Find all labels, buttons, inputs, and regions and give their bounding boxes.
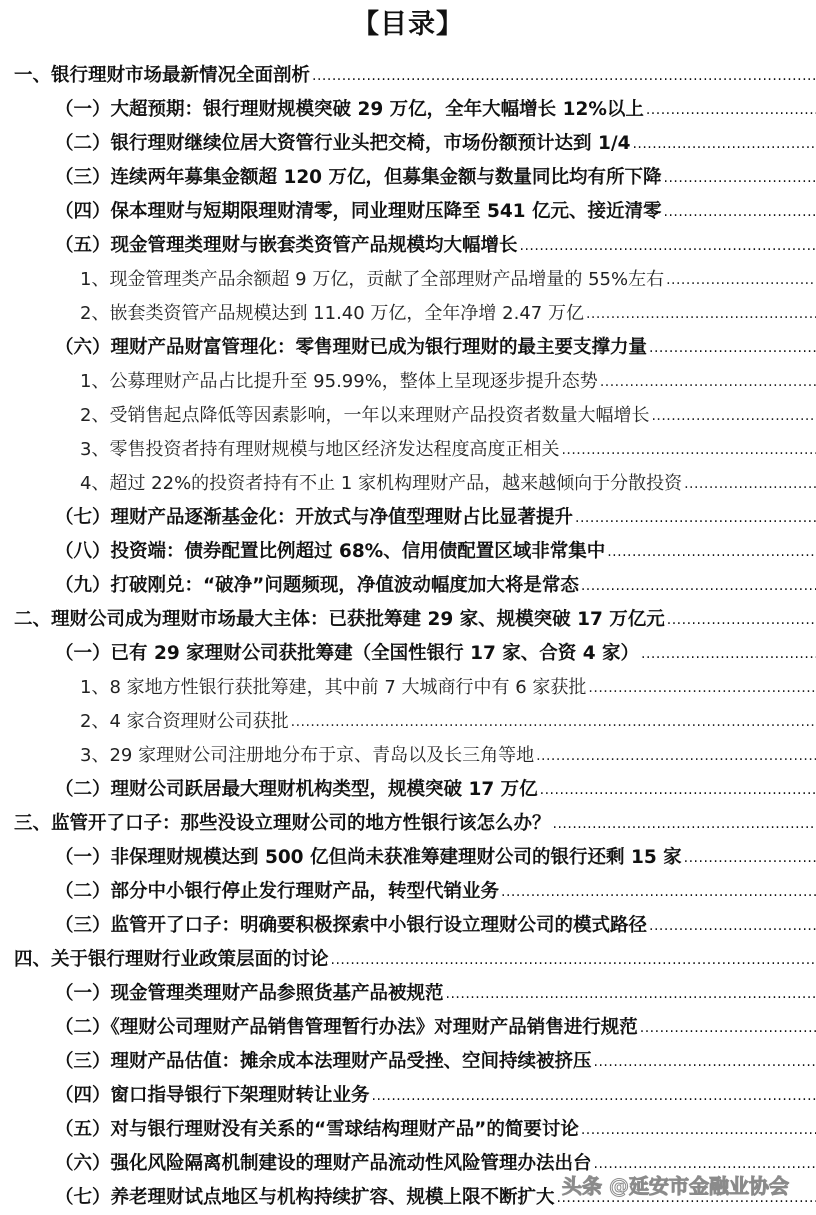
dot-leader — [551, 807, 816, 841]
toc-subsection[interactable] — [0, 229, 816, 263]
dot-leader — [559, 433, 816, 467]
toc-entry-text: （一）非保理财规模达到 500 亿但尚未获准筹建理财公司的银行还剩 15 家 — [55, 847, 682, 868]
toc-subsection[interactable] — [0, 841, 816, 875]
toc-entry-text: （一）现金管理类理财产品参照货基产品被规范 — [55, 983, 444, 1004]
dot-leader — [598, 365, 816, 399]
toc-entry-text: 1、8 家地方性银行获批筹建，其中前 7 大城商行中有 6 家获批 — [80, 677, 587, 698]
toc-subsection[interactable] — [0, 773, 816, 807]
toc-entry-text: （七）养老理财试点地区与机构持续扩容、规模上限不断扩大 — [55, 1187, 555, 1208]
toc-entry-text: 4、超过 22%的投资者持有不止 1 家机构理财产品，越来越倾向于分散投资 — [80, 473, 683, 494]
dot-leader — [579, 1113, 816, 1147]
toc-entry-text: 2、受销售起点降低等因素影响，一年以来理财产品投资者数量大幅增长 — [80, 405, 650, 426]
toc-entry-text: （一）大超预期：银行理财规模突破 29 万亿，全年大幅增长 12%以上 — [55, 99, 644, 120]
toc-entry-text: （五）现金管理类理财与嵌套类资管产品规模均大幅增长 — [55, 235, 518, 256]
toc-item[interactable] — [0, 467, 816, 501]
toc-entry-text: 2、4 家合资理财公司获批 — [80, 711, 289, 732]
toc-subsection[interactable] — [0, 535, 816, 569]
toc-entry-text: （八）投资端：债券配置比例超过 68%、信用债配置区域非常集中 — [55, 541, 606, 562]
toc-subsection[interactable] — [0, 127, 816, 161]
toc-entry-text: 一、银行理财市场最新情况全面剖析 — [14, 65, 311, 86]
toc-entry-text: 3、零售投资者持有理财规模与地区经济发达程度高度正相关 — [80, 439, 560, 460]
dot-leader — [647, 909, 816, 943]
toc-subsection[interactable] — [0, 501, 816, 535]
toc-entry-text: （三）理财产品估值：摊余成本法理财产品受挫、空间持续被挤压 — [55, 1051, 592, 1072]
toc-subsection[interactable] — [0, 977, 816, 1011]
toc-entry-text: （三）监管开了口子：明确要积极探索中小银行设立理财公司的模式路径 — [55, 915, 648, 936]
dot-leader — [682, 841, 816, 875]
watermark: 头条 @延安市金融业协会 — [562, 1174, 789, 1198]
dot-leader — [649, 399, 816, 433]
toc-item[interactable] — [0, 263, 816, 297]
toc-title: 【目录】 — [352, 9, 464, 40]
toc-subsection[interactable] — [0, 331, 816, 365]
toc-entry-text: 1、公募理财产品占比提升至 95.99%，整体上呈现逐步提升态势 — [80, 371, 598, 392]
dot-leader — [639, 637, 816, 671]
toc-subsection[interactable] — [0, 637, 816, 671]
toc-entry-text: （五）对与银行理财没有关系的“雪球结构理财产品”的简要讨论 — [55, 1119, 579, 1140]
toc-entry-text: 三、监管开了口子：那些没设立理财公司的地方性银行该怎么办？ — [14, 813, 551, 834]
toc-subsection[interactable] — [0, 1045, 816, 1079]
dot-leader — [592, 1045, 816, 1079]
toc-subsection[interactable] — [0, 93, 816, 127]
toc-entry-text: （九）打破刚兑：“破净”问题频现，净值波动幅度加大将是常态 — [55, 575, 579, 596]
dot-leader — [499, 875, 816, 909]
dot-leader — [605, 535, 816, 569]
toc-subsection[interactable] — [0, 1113, 816, 1147]
dot-leader — [329, 943, 816, 977]
dot-leader — [573, 501, 816, 535]
toc-entry-text: （二）部分中小银行停止发行理财产品，转型代销业务 — [55, 881, 500, 902]
toc-entry-text: （四）保本理财与短期限理财清零，同业理财压降至 541 亿元、接近清零 — [55, 201, 662, 222]
toc-entry-text: 四、关于银行理财行业政策层面的讨论 — [14, 949, 329, 970]
toc-subsection[interactable] — [0, 569, 816, 603]
dot-leader — [644, 93, 816, 127]
toc-item[interactable] — [0, 705, 816, 739]
toc-entry-text: （六）理财产品财富管理化：零售理财已成为银行理财的最主要支撑力量 — [55, 337, 648, 358]
dot-leader — [638, 1011, 816, 1045]
toc-entry-text: 2、嵌套类资管产品规模达到 11.40 万亿，全年净增 2.47 万亿 — [80, 303, 584, 324]
toc-entry-text: （二）银行理财继续位居大资管行业头把交椅，市场份额预计达到 1/4 — [55, 133, 631, 154]
toc-item[interactable] — [0, 365, 816, 399]
toc-entry-text: （一）已有 29 家理财公司获批筹建（全国性银行 17 家、合资 4 家） — [55, 643, 640, 664]
toc-entry-text: 1、现金管理类产品余额超 9 万亿，贡献了全部理财产品增量的 55%左右 — [80, 269, 665, 290]
toc-subsection[interactable] — [0, 875, 816, 909]
dot-leader — [579, 569, 816, 603]
dot-leader — [664, 263, 816, 297]
toc-item[interactable] — [0, 297, 816, 331]
toc-section[interactable] — [0, 807, 816, 841]
toc-item[interactable] — [0, 739, 816, 773]
toc-entry-text: （二）理财公司跃居最大理财机构类型，规模突破 17 万亿 — [55, 779, 538, 800]
toc-item[interactable] — [0, 671, 816, 705]
toc-subsection[interactable] — [0, 909, 816, 943]
toc-entry-text: （六）强化风险隔离机制建设的理财产品流动性风险管理办法出台 — [55, 1153, 592, 1174]
dot-leader — [630, 127, 816, 161]
toc-entry-text: （七）理财产品逐渐基金化：开放式与净值型理财占比显著提升 — [55, 507, 574, 528]
dot-leader — [538, 773, 816, 807]
dot-leader — [444, 977, 816, 1011]
toc-item[interactable] — [0, 433, 816, 467]
toc-entry-text: 二、理财公司成为理财市场最大主体：已获批筹建 29 家、规模突破 17 万亿元 — [14, 609, 665, 630]
dot-leader — [665, 603, 816, 637]
toc-item[interactable] — [0, 399, 816, 433]
dot-leader — [310, 59, 816, 93]
table-of-contents — [0, 59, 816, 1215]
dot-leader — [370, 1079, 816, 1113]
dot-leader — [289, 705, 816, 739]
toc-subsection[interactable] — [0, 1079, 816, 1113]
dot-leader — [662, 195, 816, 229]
toc-section[interactable] — [0, 943, 816, 977]
dot-leader — [662, 161, 816, 195]
dot-leader — [518, 229, 816, 263]
dot-leader — [647, 331, 816, 365]
toc-subsection[interactable] — [0, 161, 816, 195]
toc-subsection[interactable] — [0, 1011, 816, 1045]
dot-leader — [586, 671, 816, 705]
toc-subsection[interactable] — [0, 195, 816, 229]
dot-leader — [682, 467, 816, 501]
toc-entry-text: 3、29 家理财公司注册地分布于京、青岛以及长三角等地 — [80, 745, 535, 766]
dot-leader — [534, 739, 816, 773]
toc-section[interactable] — [0, 603, 816, 637]
toc-entry-text: （三）连续两年募集金额超 120 万亿，但募集金额与数量同比均有所下降 — [55, 167, 662, 188]
dot-leader — [584, 297, 816, 331]
toc-section[interactable] — [0, 59, 816, 93]
toc-entry-text: （四）窗口指导银行下架理财转让业务 — [55, 1085, 370, 1106]
toc-entry-text: （二）《理财公司理财产品销售管理暂行办法》对理财产品销售进行规范 — [55, 1017, 638, 1038]
